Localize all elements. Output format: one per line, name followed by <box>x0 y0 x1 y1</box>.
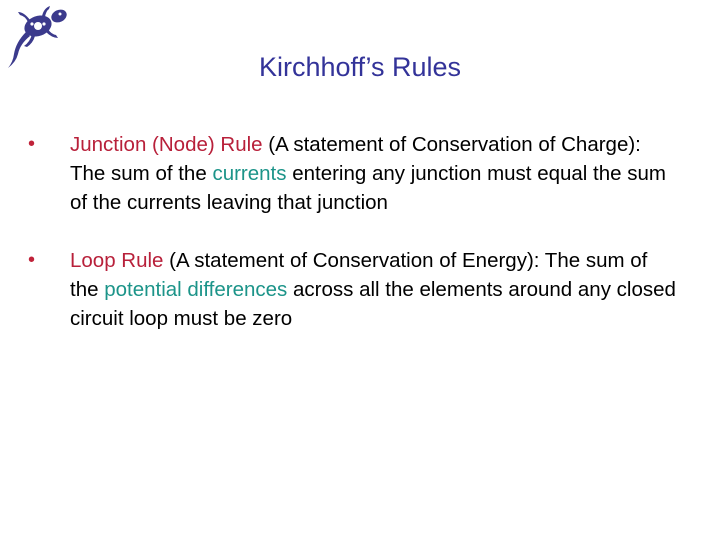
keyword-junction-rule: Junction (Node) Rule <box>70 133 263 156</box>
bullet-dot: • <box>28 133 36 155</box>
bullet-list <box>28 130 680 362</box>
keyword-potential-differences: potential differences <box>104 278 288 301</box>
bullet-loop-rule <box>28 246 680 333</box>
bullet-junction-rule <box>28 130 680 217</box>
bullet-text: (A statement of Conservation of Charge): The sum of the <box>70 133 641 185</box>
slide-title-text: Kirchhoff’s Rules <box>258 52 462 82</box>
bullet-text: across all the elements around any closed circuit loop must be zero <box>70 278 676 330</box>
keyword-loop-rule: Loop Rule <box>70 249 164 272</box>
slide-title <box>0 52 720 83</box>
bullet-text: entering any junction must equal the sum of the currents leaving that junction <box>70 162 666 214</box>
bullet-dot: • <box>28 249 36 271</box>
bullet-text: (A statement of Conservation of Energy): The sum of the <box>70 249 648 301</box>
keyword-currents: currents <box>212 162 287 185</box>
